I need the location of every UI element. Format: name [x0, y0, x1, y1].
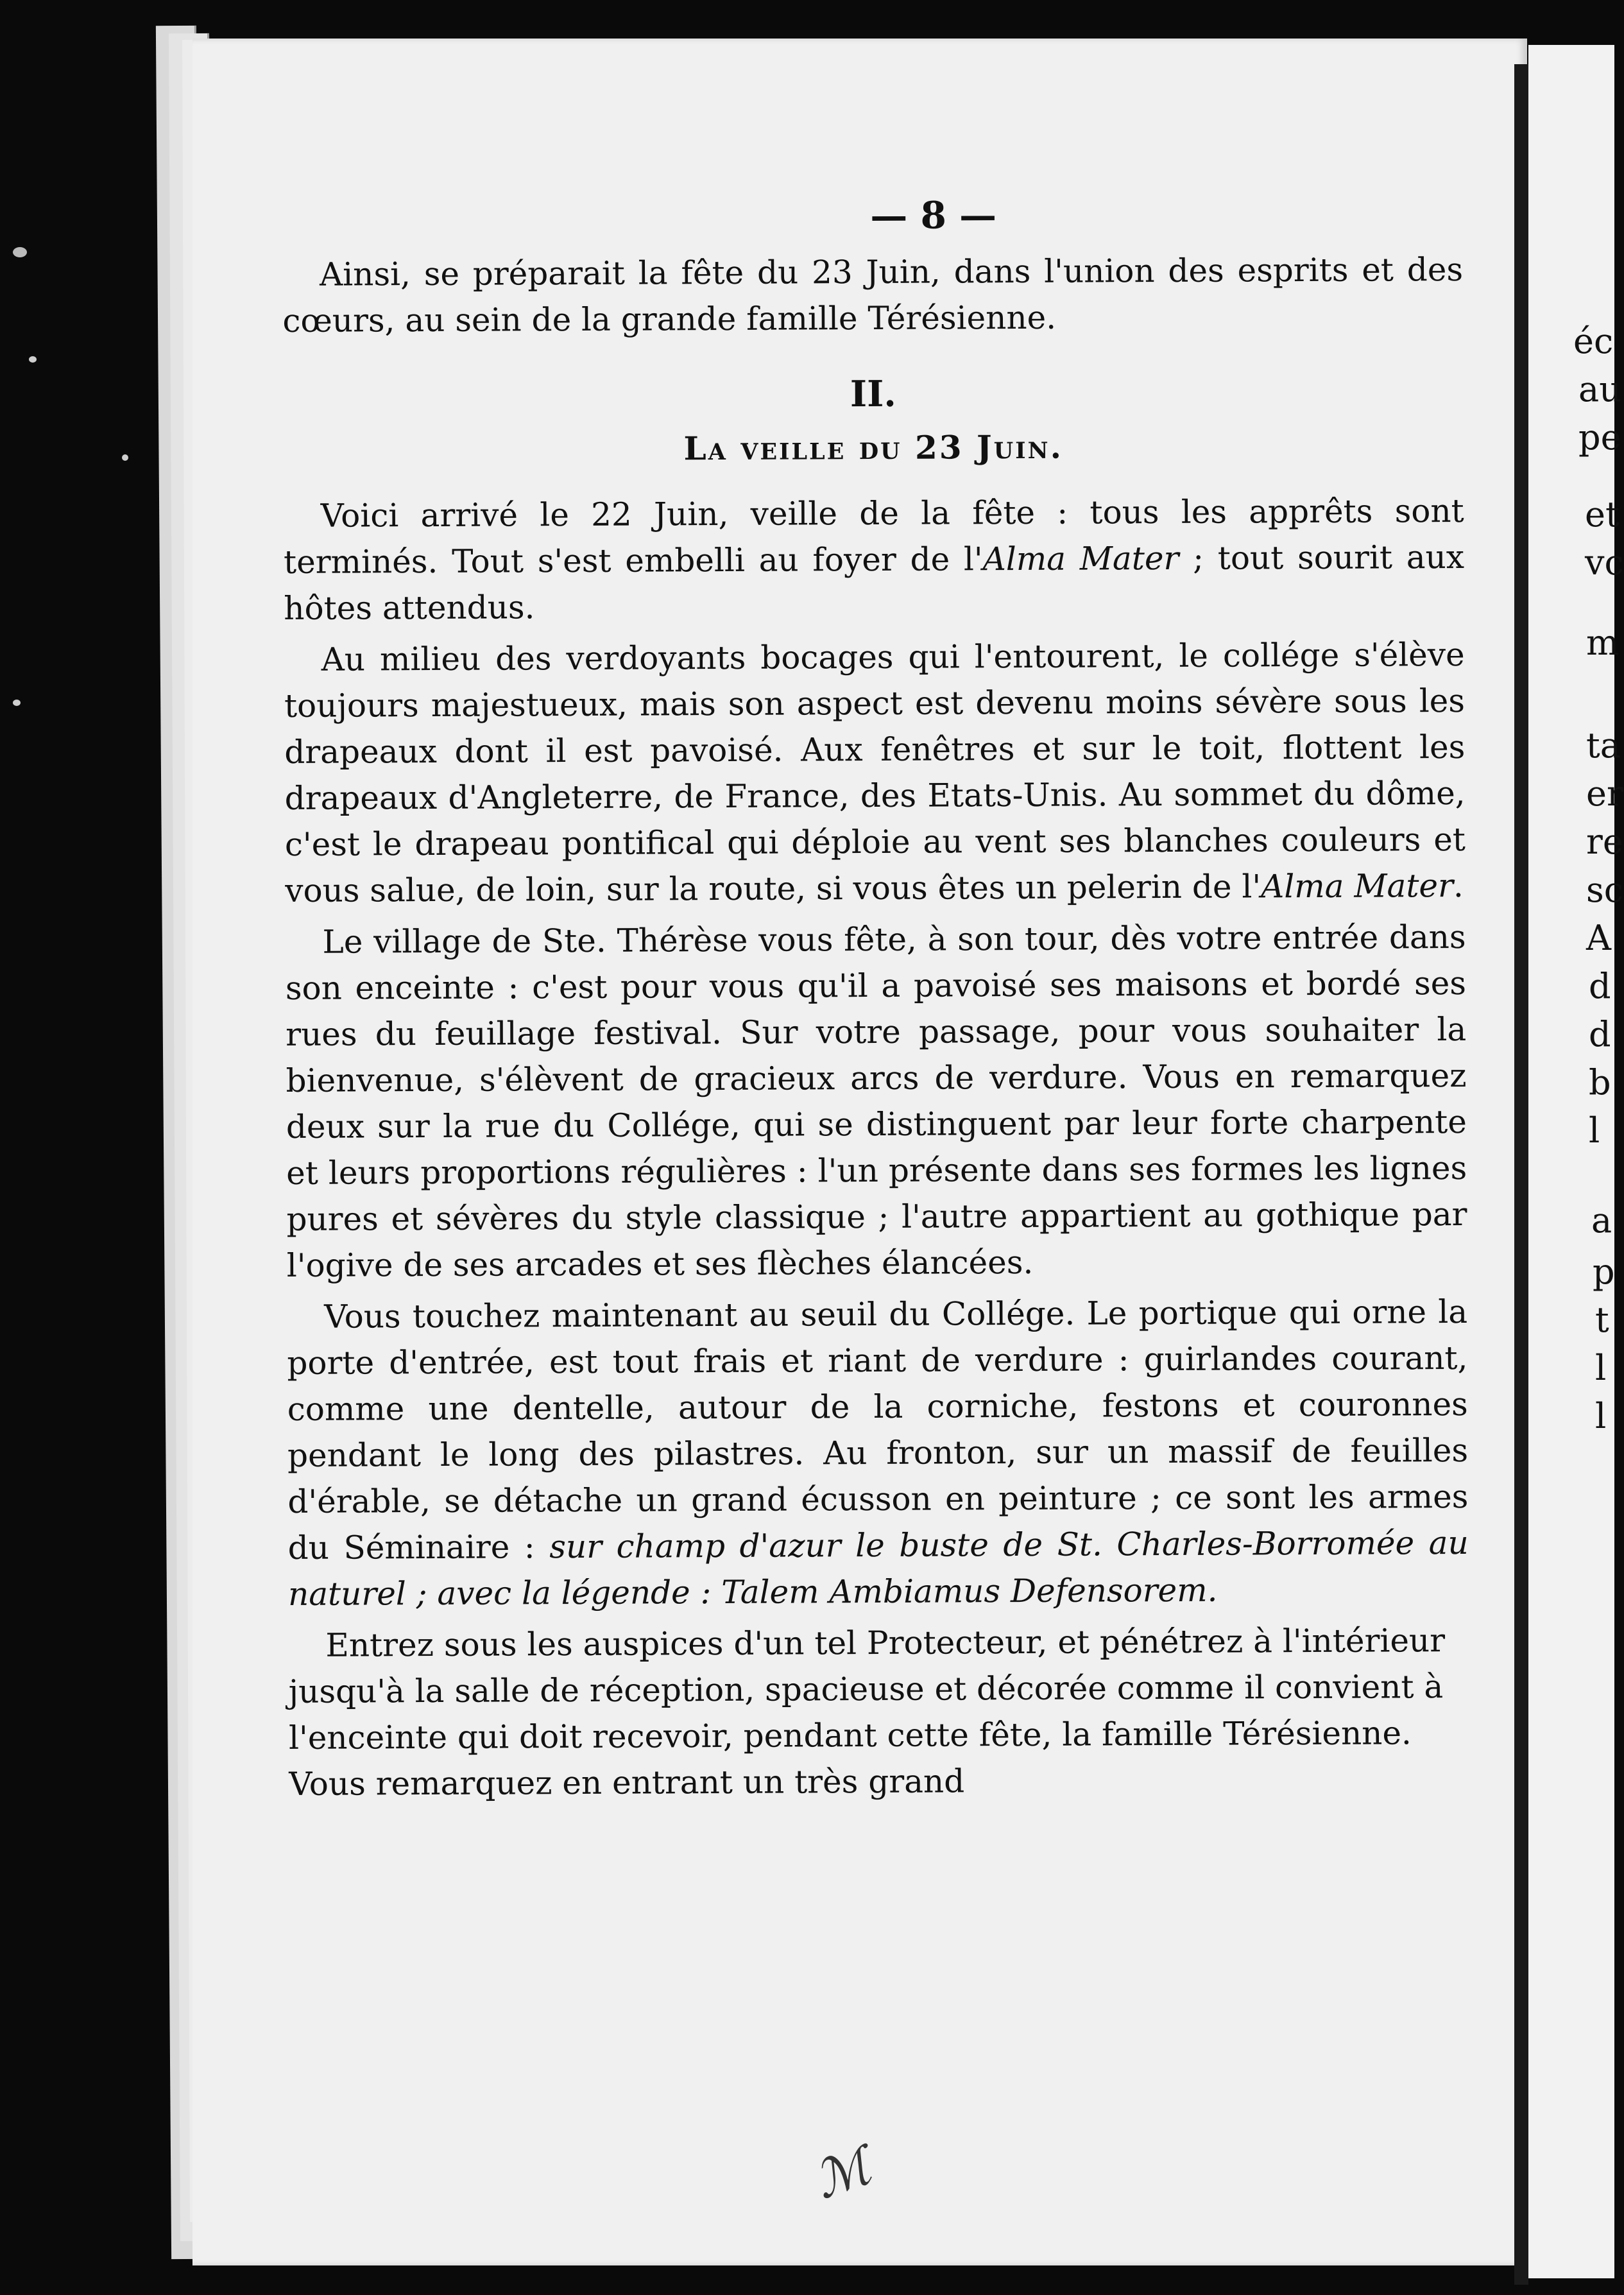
facing-page-fragment: pe	[1578, 417, 1621, 458]
facing-page-fragment: au	[1578, 369, 1621, 409]
paragraph-2-italic: Alma Mater	[1261, 867, 1454, 906]
facing-page-fragment: t	[1595, 1300, 1609, 1340]
facing-page-fragment: l	[1595, 1396, 1607, 1436]
facing-page-fragment: m	[1586, 623, 1620, 663]
book-gutter	[1514, 64, 1528, 2285]
paragraph-4	[287, 1289, 1469, 1617]
section-title: La veille du 23 Juin.	[683, 427, 1064, 468]
facing-page-fragment: d	[1589, 1014, 1611, 1054]
paragraph-1-text-a: Voici arrivé le 22 Juin, veille de la fête : tous les apprêts sont terminés. Tout s'est embelli au foyer de l'	[283, 492, 1464, 581]
facing-page-fragment: l	[1595, 1348, 1607, 1388]
paragraph-1-text-c: ; tout sourit aux hôtes attendus.	[284, 538, 1465, 628]
facing-page-fragment: et	[1585, 494, 1620, 535]
facing-page-fragment: sc	[1586, 870, 1623, 910]
paragraph-2	[284, 632, 1466, 914]
dust-speck	[13, 700, 21, 706]
facing-page-fragment: p	[1593, 1251, 1615, 1292]
facing-page-fragment: b	[1589, 1062, 1611, 1103]
paragraph-2-text-c: .	[1453, 867, 1464, 905]
facing-page-fragment: ta	[1586, 725, 1621, 766]
paragraph-3: Le village de Ste. Thérèse vous fête, à son tour, dès votre entrée dans son enceinte : c'est pour vous qu'il a pavoisé ses maisons et bordé ses rues du feuillage festival. Sur votre passage, pour vous souhaiter la bienvenue, s'élèvent de gracieux arcs de verdure. Vous en remarquez deux sur la rue du Collége, qui se distinguent par leur forte charpente et leurs proportions régulières : l'un présente dans ses formes les lignes pures et sévères du style classique ; l'autre appartient au gothique par l'ogive de ses arcades et ses flèches élancées.	[285, 918, 1467, 1285]
dust-speck	[122, 454, 128, 461]
facing-page-fragment: l	[1589, 1110, 1600, 1151]
paragraph-1	[284, 488, 1465, 632]
dust-speck	[13, 247, 27, 257]
paragraph-4-text-a: Vous touchez maintenant au seuil du Collége. Le portique qui orne la porte d'entrée, est tout frais et riant de verdure : guirlandes courant, comme une dentelle, autour de la corniche, festons et couronnes pendant le long des pilastres. Au fronton, sur un massif de feuilles d'érable, se détache un grand écusson en peinture ; ce sont les armes du Séminaire :	[287, 1293, 1469, 1567]
dust-speck	[29, 356, 37, 363]
facing-page-fragment: er	[1586, 773, 1623, 814]
section-number: II.	[850, 372, 896, 416]
intro-paragraph: Ainsi, se préparait la fête du 23 Juin, dans l'union des esprits et des cœurs, au sein de la grande famille Térésienne.	[282, 250, 1464, 340]
facing-page-fragment: a	[1591, 1200, 1612, 1241]
facing-page	[1528, 45, 1624, 2278]
facing-page-fragment: re	[1586, 821, 1623, 862]
facing-page-fragment: vc	[1585, 542, 1624, 583]
page-number: — 8 —	[870, 193, 997, 238]
facing-page-fragment: éc	[1573, 321, 1614, 361]
facing-page-fragment: d	[1589, 966, 1611, 1006]
paragraph-5: Entrez sous les auspices d'un tel Protecteur, et pénétrez à l'intérieur jusqu'à la salle de réception, spacieuse et décorée comme il convient à l'enceinte qui doit recevoir, pendant cette fête, la famille Térésienne. Vous remarquez en entrant un très grand	[288, 1622, 1446, 1803]
facing-page-fragment: A	[1586, 918, 1611, 958]
paragraph-1-italic: Alma Mater	[982, 539, 1179, 578]
paragraph-2-text-a: Au milieu des verdoyants bocages qui l'entourent, le collége s'élève toujours majestueux, mais son aspect est devenu moins sévère sous les drapeaux dont il est pavoisé. Aux fenêtres et sur le toit, flottent les drapeaux d'Angleterre, de France, des Etats-Unis. Au sommet du dôme, c'est le drapeau pontifical qui déploie au vent ses blanches couleurs et vous salue, de loin, sur la route, si vous êtes un pelerin de l'	[284, 635, 1466, 910]
page-text	[282, 190, 1470, 1807]
handwritten-mark: ℳ	[806, 2136, 878, 2211]
paragraph-4-italic: sur champ d'azur le buste de St. Charles-Borromée au naturel ; avec la légende : Talem Ambiamus Defensorem.	[287, 1524, 1469, 1613]
